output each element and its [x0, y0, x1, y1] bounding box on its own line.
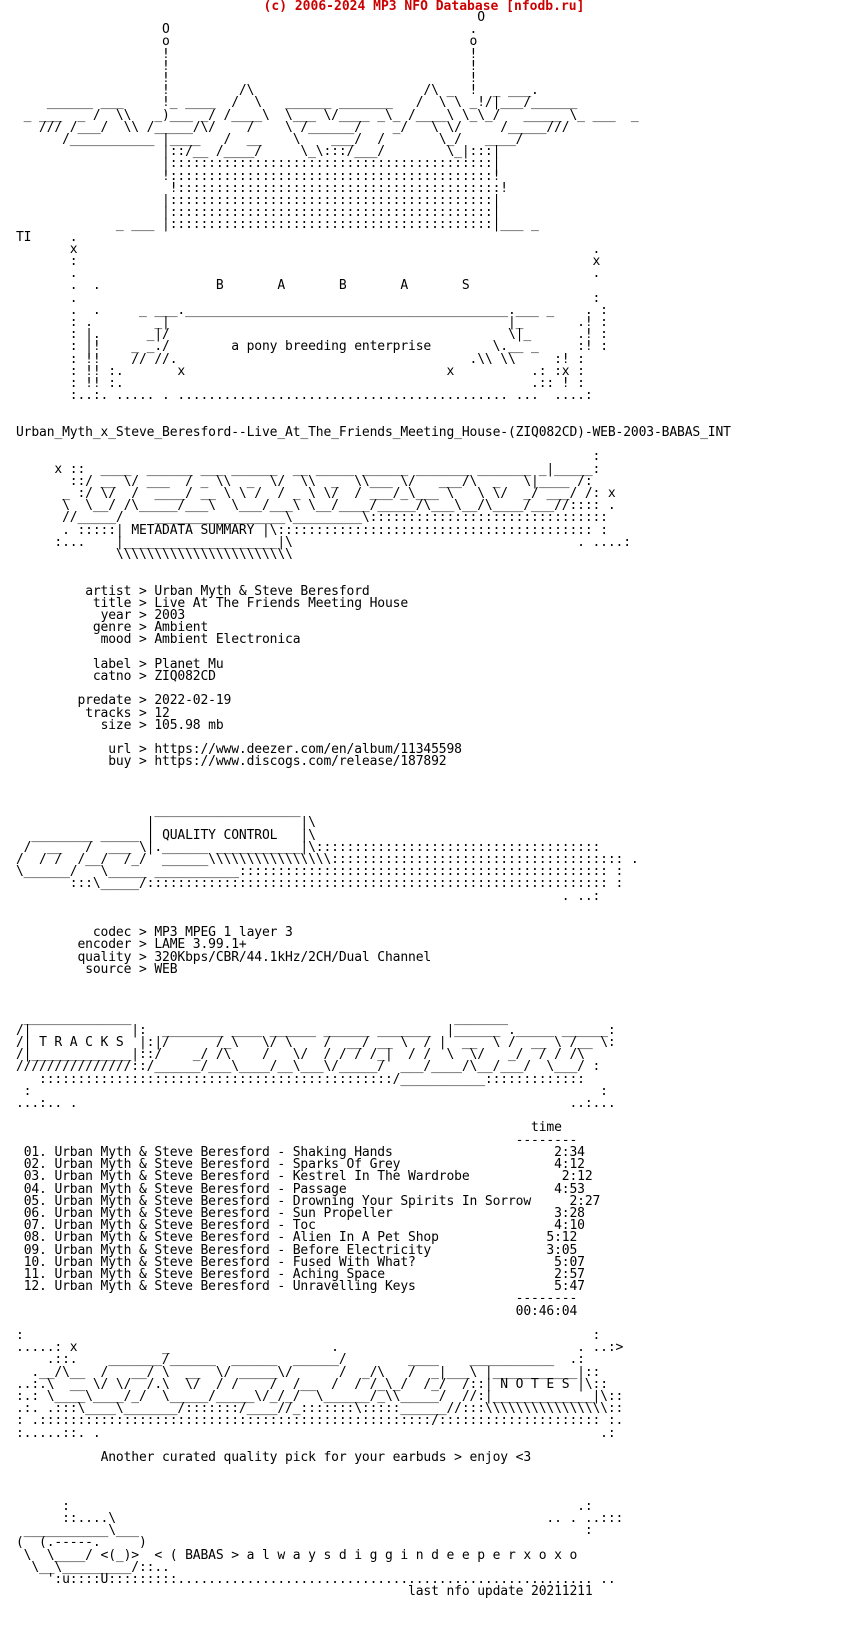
meta-value: 12: [154, 705, 170, 721]
meta-value: Planet Mu: [154, 656, 224, 672]
track-time: 4:12: [554, 1157, 585, 1173]
ascii-art: |\::::::::::::::::::::::::::::::::::::::::: : :... |____________________|\ . ....: \\\\\\\\\\\\\\\\\\\\\\\: [54, 522, 631, 562]
track-number: 01.: [23, 1144, 47, 1160]
quality-label: codec: [92, 925, 132, 941]
quality-label: quality: [77, 949, 132, 965]
meta-label: title: [92, 595, 132, 611]
meta-label: size: [100, 717, 132, 733]
track-number: 06.: [23, 1205, 47, 1221]
meta-value: 2022-02-19: [154, 693, 232, 709]
time-header: time: [531, 1120, 562, 1136]
meta-row: [16, 754, 108, 769]
track-time: 5:47: [554, 1279, 585, 1295]
meta-label: predate: [77, 693, 132, 709]
meta-label: year: [100, 607, 132, 623]
ascii-art: : .: ::....\ .. . ..::: ___________\___ : ( (.-----. ) \ \____/ <(_)>: [16, 1498, 624, 1563]
ascii-art: : : .....: x _ . . ..:> .::. _______/______ ______ ______/ ____ ___________ .: .__/\__ / __/ \ __ \/ _____\/ / _/\ / _|___\ |___________|:: ..:.\ __ \/ \/ /.\ \/ / / / /__ / / /_\_/ /_/ /::|: [16, 1327, 624, 1392]
ascii-art: ______________ _______ /| |: ________ ____ ______ ______ _______ |______ ._____ ______: /|: [16, 1010, 616, 1051]
track-number: 11.: [23, 1266, 47, 1282]
notes-text: Another curated quality pick for your earbuds > enjoy <3: [100, 1449, 532, 1465]
track-number: 04.: [23, 1181, 47, 1197]
total-rule: --------: [515, 1291, 578, 1307]
meta-label: url: [108, 742, 132, 758]
meta-value: Ambient: [154, 620, 209, 636]
meta-label: buy: [108, 754, 132, 770]
meta-label: mood: [100, 632, 132, 648]
track-name: Urban Myth & Steve Beresford - Fused With What?: [54, 1254, 416, 1270]
meta-label: artist: [85, 583, 132, 599]
release-name: Urban_Myth_x_Steve_Beresford--Live_At_The_Friends_Meeting_House-(ZIQ082CD)-WEB-2003-BABAS_INT: [16, 424, 731, 440]
meta-value: 2003: [154, 607, 186, 623]
meta-label: tracks: [85, 705, 132, 721]
track-number: 10.: [23, 1254, 47, 1270]
ascii-art: |:|/ /_\ \/ \ / __/ __ \ / | __ \ / __ \ /__ \: /|_____________|::/ _/ /\ / \/ / / / /_| / / \ \/ _/ / / /\ ///////////////::/______/___\____/__\___\/_____/ ___/____/\__/___/ \___/ : ::::::::::::::::::::::::::::::::::::::::::::::/___________::::::::::::: : : ...:.. . ..:...: [16, 1035, 616, 1112]
discogs-link[interactable]: https://www.discogs.com/release/187892: [154, 754, 447, 770]
track-name: Urban Myth & Steve Beresford - Aching Space: [54, 1266, 385, 1282]
ascii-art: \__\_________/::.. ':u::::U:::::::::...................................................... ..: [31, 1559, 616, 1587]
track-number: 03.: [23, 1169, 47, 1185]
footer-motto: < ( BABAS > a l w a y s d i g g i n d e e p e r x o x o: [154, 1547, 578, 1563]
total-time: 00:46:04: [515, 1303, 578, 1319]
notes-header: N O T E S: [500, 1376, 570, 1392]
quality-row: [16, 962, 85, 977]
track-name: Urban Myth & Steve Beresford - Sparks Of Grey: [54, 1157, 401, 1173]
track-time: 2:12: [561, 1169, 593, 1185]
track-number: 12.: [23, 1279, 47, 1295]
meta-value: Ambient Electronica: [154, 632, 301, 648]
meta-row: [16, 632, 101, 647]
track-name: Urban Myth & Steve Beresford - Shaking Hands: [54, 1144, 393, 1160]
track-number: 05.: [23, 1193, 47, 1209]
deezer-link[interactable]: https://www.deezer.com/en/album/11345598: [154, 742, 462, 758]
ascii-art: TI . x . : x . . . .: [16, 229, 601, 294]
ascii-art: : x :: ____ ______ ___ ______ __ _____ ______ _______ _______ _|_____: ::/ __ \/ ___ / _ \\ _ \/ \\ _ \\___ \/ ___/\ _ \|____ /: _ :/ \/ / ____/ __ \ \ / / _ \ \/ / ___/_\___ \ \ \/ _/ ___/ /: x \ \__/ /\_____/___\ \___/___\ \__/____/_____/\___\__/\____/___//:::: . //_____/ _________________\_________\::::::::::::::::::::::::::::::: . :::::|: [54, 449, 616, 538]
meta-value: 105.98 mb: [154, 717, 224, 733]
track-time: 3:05: [546, 1242, 578, 1258]
quality-value: 320Kbps/CBR/44.1kHz/2CH/Dual Channel: [154, 949, 432, 965]
time-rule: --------: [515, 1132, 578, 1148]
tracks-total-row: [16, 1304, 516, 1319]
copyright-link[interactable]: (c) 2006-2024 MP3 NFO Database [nfodb.ru]: [263, 0, 585, 14]
track-time: 3:28: [554, 1205, 585, 1221]
quality-label: encoder: [77, 937, 132, 953]
track-time: 5:07: [554, 1254, 585, 1270]
track-name: Urban Myth & Steve Beresford - Before Electricity: [54, 1242, 432, 1258]
meta-value: ZIQ082CD: [154, 668, 216, 684]
track-time: 2:27: [569, 1193, 601, 1209]
quality-header: QUALITY CONTROL: [162, 827, 278, 843]
quality-label: source: [85, 961, 132, 977]
tracks-header: T R A C K S: [39, 1035, 124, 1051]
track-number: 02.: [23, 1157, 47, 1173]
track-name: Urban Myth & Steve Beresford - Toc: [54, 1218, 316, 1234]
update-text: last nfo update 20211211: [408, 1584, 593, 1600]
track-name: Urban Myth & Steve Beresford - Passage: [54, 1181, 347, 1197]
track-number: 07.: [23, 1218, 47, 1234]
track-number: 08.: [23, 1230, 47, 1246]
track-name: Urban Myth & Steve Beresford - Kestrel In The Wardrobe: [54, 1169, 470, 1185]
quality-value: WEB: [154, 961, 178, 977]
ascii-art: . : . . _ ___.__________________________________________.___ _ . : : . _| |_ .! : : |. _|/ \|_ .! : : |! _ _./: [69, 290, 608, 355]
tagline: a pony breeding enterprise: [231, 339, 432, 355]
ascii-art: ___________________ | |\ ________ _____ |: [31, 803, 316, 843]
meta-value: Live At The Friends Meeting House: [154, 595, 409, 611]
ascii-art: O . o o ! ! ! ! ! ! ! /\ /\ _ ! _ ___. ______ ___ !_ ____ / \ ______ _______ / \ \ _!/|___/______ _ ___ _ / \\ _)___ _/ /____\ \___ \/____ _\_ /____\ \_\_/ _____ \_ ___ _ /// /___/ \\ /_____/\/ / \ /______/ _/ \ \/ /_____/// /___________ |____ / __ \ ___/ / \_/ ____/ |::/__ /____/ \_\:::/___/ \_|:::| |::::::::::::::::::::::::::::::::::::::::::| !::::::::::::::::::::::::::::::::::::::::::! !::::::::::::::::::::::::::::::::::::::::::! |::::::::::::::::::::::::::::::::::::::::::| |::::::::::::::::::::::::::::::::::::::::::| _ ___ |::::::::::::::::::::::::::::::::::::::::::|___ _: [23, 22, 639, 233]
metadata-header: METADATA SUMMARY: [131, 522, 255, 538]
track-name: Urban Myth & Steve Beresford - Alien In A Pet Shop: [54, 1230, 439, 1246]
track-time: 2:57: [554, 1266, 585, 1282]
track-number: 09.: [23, 1242, 47, 1258]
track-time: 4:10: [554, 1218, 585, 1234]
meta-label: catno: [92, 668, 132, 684]
ascii-art: |\ / __ / ___ \|.______ ___________|\::::::::::::::::::::::::::::::::::::: / / / /__/ /_/ ______\\\\\\\\\\\\\\\\:::::::::::::::::::::::::::::::::::::: . \______/ \_____ ___________:::::::::::::::::::::::::::::::::::::::::::::::: : :::\_____/:::::::::::::::::::::::::::::::::::::::::::::::::::::::::::: : . ..:: [16, 827, 639, 904]
meta-label: genre: [92, 620, 132, 636]
ascii-art: O: [477, 10, 485, 25]
track-time: 5:12: [546, 1230, 578, 1246]
track-name: Urban Myth & Steve Beresford - Unravelling Keys: [54, 1279, 416, 1295]
track-name: Urban Myth & Steve Beresford - Drowning Your Spirits In Sorrow: [54, 1193, 532, 1209]
ascii-art: \.__ _ :! : : !! // //. .\\ \\ :! : : !! :. x x .: :x : : !! :. .:: ! : :..:. ..... . ........................................... ... ....:: [69, 339, 608, 404]
track-time: 4:53: [554, 1181, 585, 1197]
meta-label: label: [92, 656, 132, 672]
group-name: B A B A S: [215, 278, 470, 294]
meta-row: [16, 718, 101, 733]
quality-value: LAME 3.99.1+: [154, 937, 247, 953]
track-name: Urban Myth & Steve Beresford - Sun Propeller: [54, 1205, 393, 1221]
track-time: 2:34: [554, 1144, 585, 1160]
update-row: [16, 1584, 408, 1599]
meta-value: Urban Myth & Steve Beresford: [154, 583, 370, 599]
ascii-art: |\:: :.: \____\____/_/ \_____/_____\/_/_/ \______/_\\_____/ //:|_____________|\:: .:. .:::\____\_______/:::::::/____//_:::::::\:::::______//:::\\\\\\\\\\\\\\\\:: : .:::::::::::::::::::::::::::::::::::::::::::::::::::/::::::::::::::::::::: :. :.....::. . .:: [16, 1376, 624, 1441]
meta-row: [16, 669, 93, 684]
nfo-text: O O . o o ! ! ! ! ! ! ! /\ /\ _ ! _ ___. ______ ___ !_ ____ / \ ______ _______ / \ \ _!/|___/______ _ ___ _ / \\ _)___ _/ /____\ \___ \/____ _\_ /____\ \_\_/ _____ \_ ___ _ /// /___/ \\ /_____/\/ / \ /______/ _/ \ \/ /_____/// /___________ |____ / __ \ ___/ / \_/ ____/ |::/__ /____/ \_\:::/___/ \_|:::| |::::::::::::::::::::::::::::::::::::::::::| !::::::::::::::::::::::::::::::::::::::::::! !::::::::::::::::::::::::::::::::::::::::::! |::::::::::::::::::::::::::::::::::::::::::| |::::::::::::::::::::::::::::::::::::::::::| _ ___ |::::::::::::::::::::::::::::::::::::::::::|___ _ TI . x . : x . . . . B A B A S . : . . _ ___.__________________________________________.___ _ . : : . _| |_ .! : : |. _|/ \|_ .! : : |! _ _./ a pony breeding enterprise \.__ _ :! : : !! // //. .\\ \\ :! : : !! :. x x .: :x : : !! :. .:: ! : :..:. ..... . ........................................... ... ....: Urban_Myth_x_Steve_Beresford--Live_At_The_Friends_Meeting_House-(ZIQ082CD)-WEB-2003-BABAS_INT : x :: ____ ______ ___ ______ __ _____ ______ _______ _______ _|_____: ::/ __ \/ ___ / _ \\ _ \/ \\ _ \\___ \/ ___/\ _ \|____ /: _ :/ \/ / ____/ __ \ \ / / _ \ \/ / ___/_\___ \ \ \/ _/ ___/ /: x \ \__/ /\_____/___\ \___/___\ \__/____/_____/\___\__/\____/___//:::: . //_____/ _________________\_________\::::::::::::::::::::::::::::::: . :::::| METADATA SUMMARY |\::::::::::::::::::::::::::::::::::::::::: : :... |____________________|\ . ....: \\\\\\\\\\\\\\\\\\\\\\\ artist > Urban Myth & Steve Beresford title > Live At The Friends Meeting House year > 2003 genre > Ambient mood > Ambient Electronica label > Planet Mu catno > ZIQ082CD predate > 2022-02-19 tracks > 12 size > 105.98 mb url > https://www.deezer.com/en/album/11345598 buy > https://www.discogs.com/release/187892 ___________________ | |\ ________ _____ | QUALITY CONTROL |\ / __ / ___ \|.______ ___________|\::::::::::::::::::::::::::::::::::::: / / / /__/ /_/ ______\\\\\\\\\\\\\\\\:::::::::::::::::::::::::::::::::::::: . \______/ \_____ ___________:::::::::::::::::::::::::::::::::::::::::::::::: : :::\_____/:::::::::::::::::::::::::::::::::::::::::::::::::::::::::::: : . ..: codec > MP3 MPEG 1 layer 3 encoder > LAME 3.99.1+ quality > 320Kbps/CBR/44.1kHz/2CH/Dual Channel source > WEB ______________ _______ /| |: ________ ____ ______ ______ _______ |______ ._____ ______: /| T R A C K S |:|/ /_\ \/ \ / __/ __ \ / | __ \ / __ \ /__ \: /|_____________|::/ _/ /\ / \/ / / / /_| / / \ \/ _/ / / /\ ///////////////::/______/___\____/__\___\/_____/ ___/____/\__/___/ \___/ : ::::::::::::::::::::::::::::::::::::::::::::::/___________::::::::::::: : : ...:.. . ..:... time -------- 01. Urban Myth & Steve Beresford - Shaking Hands 2:34 02. Urban Myth & Steve Beresford - Sparks Of Grey 4:12 03. Urban Myth & Steve Beresford - Kestrel In The Wardrobe 2:12 04. Urban Myth & Steve Beresford - Passage 4:53 05. Urban Myth & Steve Beresford - Drowning Your Spirits In Sorrow 2:27 06. Urban Myth & Steve Beresford - Sun Propeller 3:28 07. Urban Myth & Steve Beresford - Toc 4:10 08. Urban Myth & Steve Beresford - Alien In A Pet Shop 5:12 09. Urban Myth & Steve Beresford - Before Electricity 3:05 10. Urban Myth & Steve Beresford - Fused With What? 5:07 11. Urban Myth & Steve Beresford - Aching Space 2:57 12. Urban Myth & Steve Beresford - Unravelling Keys 5:47 -------- 00:46:04 : : .....: x _ . . ..:> .::. _______/______ ______ ______/ ____ ___________ .: .__/\__ / __/ \ __ \/ _____\/ / _/\ / _|___\ |___________|:: ..:.\ __ \/ \/ /.\ \/ / / / /__ / / /_\_/ /_/ /::| N O T E S |\:: :.: \____\____/_/ \_____/_____\/_/_/ \______/_\\_____/ //:|_____________|\:: .:. .:::\____\_______/:::::::/____//_:::::::\:::::______//:::\\\\\\\\\\\\\\\\:: : .:::::::::::::::::::::::::::::::::::::::::::::::::::/::::::::::::::::::::: :. :.....::. . .: Another curated quality pick for your earbuds > enjoy <3 : .: ::....\ .. . ..::: ___________\___ : ( (.-----. ) \ \____/ <(_)> < ( BABAS > a l w a y s d i g g i n d e e p e r x o x o \__\_________/::.. ':u::::U:::::::::...................................................... .. last nfo update 20211211: [16, 10, 731, 1600]
quality-value: MP3 MPEG 1 layer 3: [154, 925, 293, 941]
notes-row: [16, 1450, 101, 1465]
